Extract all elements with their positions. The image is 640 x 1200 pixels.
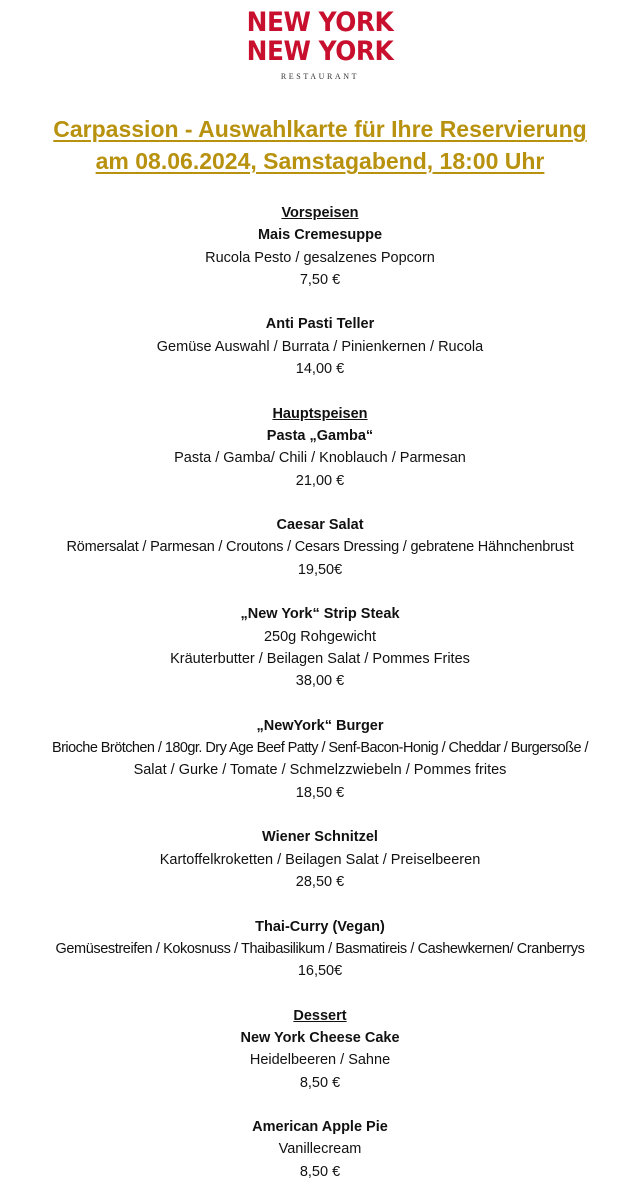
dish-description: Gemüse Auswahl / Burrata / Pinienkernen / Rucola bbox=[156, 338, 484, 355]
dish-price: 8,50 € bbox=[299, 1074, 341, 1091]
section-heading: Hauptspeisen bbox=[272, 405, 368, 422]
dish-name: „New York“ Strip Steak bbox=[240, 606, 400, 623]
dish bbox=[0, 715, 640, 804]
logo-line-1: NEW YORK bbox=[246, 7, 394, 38]
dish-description: Vanillecream bbox=[278, 1141, 362, 1158]
section-hauptspeisen bbox=[0, 403, 640, 983]
dish bbox=[0, 826, 640, 893]
section-heading: Dessert bbox=[293, 1007, 347, 1024]
dish-price: 14,00 € bbox=[295, 361, 345, 378]
dish bbox=[0, 313, 640, 380]
dish-description: Heidelbeeren / Sahne bbox=[249, 1052, 391, 1069]
dish bbox=[0, 1116, 640, 1183]
dish-name: Pasta „Gamba“ bbox=[266, 427, 374, 444]
dish-description: Kräuterbutter / Beilagen Salat / Pommes Frites bbox=[170, 650, 470, 667]
dish bbox=[0, 224, 640, 291]
dish-price: 18,50 € bbox=[295, 784, 345, 801]
dish-price: 38,00 € bbox=[295, 673, 345, 690]
title-line-2: am 08.06.2024, Samstagabend, 18:00 Uhr bbox=[95, 148, 545, 174]
dish bbox=[0, 603, 640, 692]
dish bbox=[0, 916, 640, 983]
dish-description: Kartoffelkroketten / Beilagen Salat / Preiselbeeren bbox=[159, 851, 481, 868]
page-title bbox=[0, 113, 640, 177]
dish-name: New York Cheese Cake bbox=[240, 1029, 400, 1046]
dish-name: Anti Pasti Teller bbox=[265, 316, 375, 333]
dish-description: Gemüsestreifen / Kokosnuss / Thaibasilikum / Basmatireis / Cashewkernen/ Cranberrys bbox=[55, 940, 585, 957]
section-heading: Vorspeisen bbox=[281, 205, 359, 221]
dish-description: Salat / Gurke / Tomate / Schmelzzwiebeln / Pommes frites bbox=[133, 762, 507, 779]
dish-price: 7,50 € bbox=[299, 271, 341, 288]
dish-price: 16,50€ bbox=[297, 963, 343, 980]
restaurant-logo bbox=[0, 8, 640, 81]
dish bbox=[0, 514, 640, 581]
dish-description: Römersalat / Parmesan / Croutons / Cesars Dressing / gebratene Hähnchenbrust bbox=[66, 539, 574, 556]
title-line-1: Carpassion - Auswahlkarte für Ihre Reservierung bbox=[53, 116, 587, 142]
logo-line-2: NEW YORK bbox=[246, 36, 394, 67]
menu bbox=[0, 202, 640, 1183]
dish-price: 21,00 € bbox=[295, 472, 345, 489]
dish-name: Wiener Schnitzel bbox=[262, 829, 378, 846]
dish-name: Caesar Salat bbox=[276, 517, 364, 534]
section-vorspeisen bbox=[0, 202, 640, 380]
dish-price: 8,50 € bbox=[299, 1163, 341, 1180]
logo-subtitle: RESTAURANT bbox=[280, 72, 360, 81]
dish-price: 19,50€ bbox=[297, 561, 343, 578]
dish-description: Rucola Pesto / gesalzenes Popcorn bbox=[205, 249, 435, 266]
dish bbox=[0, 1027, 640, 1094]
dish-name: American Apple Pie bbox=[252, 1119, 388, 1136]
dish-name: „NewYork“ Burger bbox=[256, 717, 384, 734]
dish-description: 250g Rohgewicht bbox=[263, 628, 377, 645]
dish-name: Mais Cremesuppe bbox=[257, 227, 383, 244]
dish bbox=[0, 425, 640, 492]
dish-price: 28,50 € bbox=[295, 873, 345, 890]
section-dessert bbox=[0, 1005, 640, 1183]
dish-description: Pasta / Gamba/ Chili / Knoblauch / Parmesan bbox=[174, 450, 466, 467]
dish-description: Brioche Brötchen / 180gr. Dry Age Beef Patty / Senf-Bacon-Honig / Cheddar / Burgersoße / bbox=[52, 740, 588, 757]
dish-name: Thai-Curry (Vegan) bbox=[255, 918, 385, 935]
